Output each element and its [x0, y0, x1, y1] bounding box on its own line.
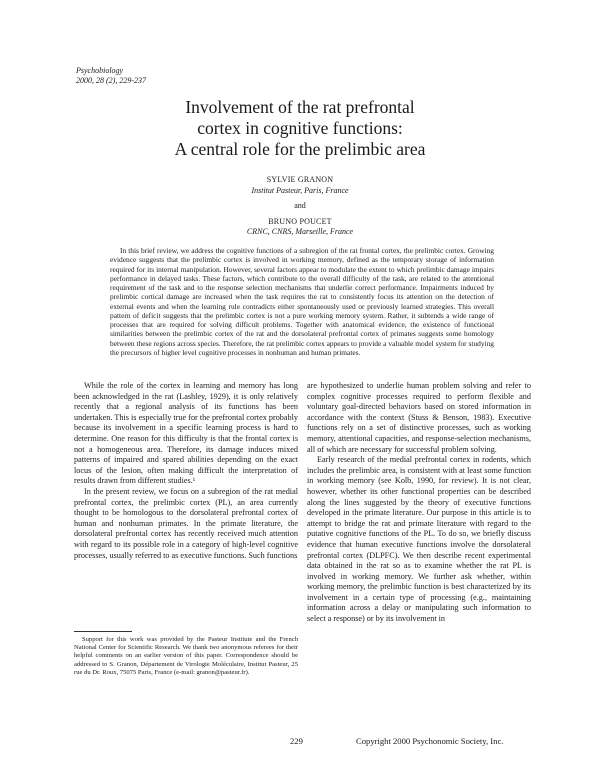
author-conjunction: and — [294, 201, 306, 210]
author-1-name: SYLVIE GRANON — [266, 175, 334, 184]
journal-header — [76, 66, 146, 85]
author-2-affiliation: CRNC, CNRS, Marseille, France — [246, 227, 354, 236]
abstract — [110, 246, 494, 357]
title-line-1: Involvement of the rat prefrontal — [185, 97, 415, 117]
title-line-2: cortex in cognitive functions: — [197, 118, 403, 138]
body-paragraph: In the present review, we focus on a subregion of the rat medial prefrontal cortex, the prelimbic cortex (PL), an area currently thought to be homologous to the dorsolateral prefrontal cortex of human and nonhuman primates. In the primate literature, the dorsolateral prefrontal cortex has recently received much attention with regard to its possible role in a category of high-level cognitive processes, usually referred to as executive functions. Such functions — [74, 486, 298, 560]
author-2-name: BRUNO POUCET — [268, 216, 332, 226]
copyright-notice: Copyright 2000 Psychonomic Society, Inc. — [356, 736, 504, 746]
article-title — [0, 97, 600, 160]
journal-name: Psychobiology — [76, 66, 124, 75]
footnote-rule — [74, 631, 132, 632]
body-paragraph: While the role of the cortex in learning and memory has long been acknowledged in the rat (Lashley, 1929), it is only relatively recently that a regional analysis of its functions has been undertaken. This is especially true for the prefrontal cortex probably because its involvement in a specific learning process is hard to determine. One reason for this difficulty is that the frontal cortex is not a homogeneous area. Therefore, its damage induces mixed patterns of impaired and spared abilities depending on the exact locus of the lesion, often making difficult the interpretation of results drawn from different studies.¹ — [74, 381, 298, 486]
body-paragraph: Early research of the medial prefrontal cortex in rodents, which includes the prelimbic area, is consistent with at least some function in working memory (see Kolb, 1990, for review). It is not clear, however, whether its other functional properties can be described along the lines suggested by the theory of executive functions developed in the primate literature. Our purpose in this article is to attempt to bridge the rat and primate literature with regard to the putative cognitive functions of the PL. To do so, we briefly discuss evidence that human executive functions involve the dorsolateral prefrontal cortex (DLPFC). We then describe recent experimental data obtained in the rat so as to examine whether the rat PL is involved in working memory. We further ask whether, within working memory, the prelimbic function is best characterized by its involvement in a certain type of processing (e.g., maintaining information across a delay or manipulating such information to select a response) or by its involvement in — [307, 455, 531, 624]
abstract-text: In this brief review, we address the cognitive functions of a subregion of the rat frontal cortex, the prelimbic cortex. Growing evidence suggests that the prelimbic cortex is involved in working memory, defined as the temporary storage of information required for its internal manipulation. However, several factors appear to modulate the extent to which prelimbic damage impairs performance in delayed tasks. These factors, which contribute to the overall difficulty of the task, are related to the attentional requirement of the task and to the response selection mechanisms that underlie correct performance. Impairments induced by prelimbic cortical damage are increased when the task requires the rat to consistently focus its attention on the detection of external events and when the learning rule contradicts either spontaneously used or previously learned strategies. This overall pattern of deficit suggests that the prelimbic cortex is not a pure working memory system. Rather, it subtends a wide range of processes that are required for solving difficult problems. Together with anatomical evidence, the existence of functional similarities between the prelimbic cortex of the rat and the dorsolateral prefrontal cortex of primates suggests some homology between these regions across species. Therefore, the rat prelimbic cortex appears to provide a valuable model system for studying the precursors of higher level cognitive processes in nonhuman and human primates. — [110, 246, 494, 357]
body-paragraph: are hypothesized to underlie human problem solving and refer to complex cognitive processes required to perform flexible and voluntary goal-directed behaviors based on stored information in accordance with the context (Stuss & Benson, 1983). Executive functions rely on a set of distinctive processes, such as working memory, attentional capacities, and response-selection mechanisms, all of which are necessary for successful problem solving. — [307, 381, 531, 454]
page-number: 229 — [290, 736, 303, 746]
author-1-affiliation: Institut Pasteur, Paris, France — [251, 185, 349, 195]
footnote-text: Support for this work was provided by the Pasteur Institute and the French National Center for Scientific Research. We thank two anonymous referees for their helpful comments on an earlier version of this paper. Correspondence should be addressed to S. Granon, Département de Virologie Moléculaire, Institut Pasteur, 25 rue du Dr. Roux, 75075 Paris, France (e-mail: granon@pasteur.fr). — [74, 636, 298, 676]
title-line-3: A central role for the prelimbic area — [174, 139, 426, 159]
author-block — [0, 175, 600, 238]
body-column-right — [307, 381, 531, 726]
footnote — [74, 636, 298, 677]
journal-citation: 2000, 28 (2), 229-237 — [76, 75, 146, 85]
